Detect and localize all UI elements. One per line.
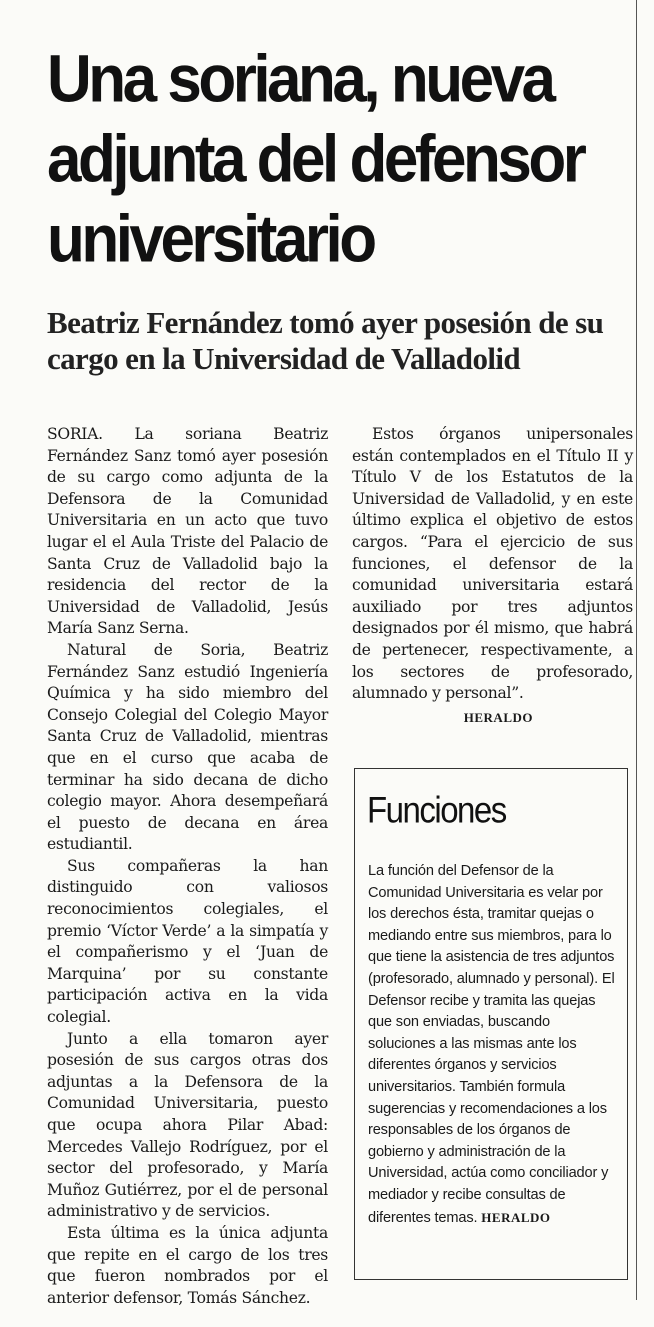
sidebar-signature: HERALDO	[481, 1209, 551, 1225]
article-column-left	[47, 424, 328, 1309]
headline: Una soriana, nueva adjunta del defensor universitario	[47, 42, 584, 277]
article-paragraph-1	[47, 424, 328, 640]
paragraph-1-text: La soriana Beatriz Fernández Sanz tomó ayer posesión de su cargo como adjunta de la Defensora de la Comunidad Universitaria en un acto que tuvo lugar el el Aula Triste del Palacio de Santa Cruz de Valladolid bajo la residencia del rector de la Universidad de Valladolid, Jesús María Sanz Serna.	[47, 425, 328, 638]
article-paragraph-2: Natural de Soria, Beatriz Fernández Sanz estudió Ingeniería Química y ha sido miembro del Consejo Colegial del Colegio Mayor Santa Cruz de Valladolid, mientras que en el curso que acaba de terminar ha sido decana de dicho colegio mayor. Ahora desempeñará el puesto de decana en área estudiantil.	[47, 640, 328, 854]
dateline: SORIA.	[47, 425, 103, 443]
sidebar-body-text: La función del Defensor de la Comunidad Universitaria es velar por los derechos ésta, tramitar quejas o mediando entre sus miembros, para lo que tiene la asistencia de tres adjuntos (profesorado, alumnado y personal). El Defensor recibe y tramita las quejas que son enviadas, buscando soluciones a las mismas ante los diferentes órganos y servicios universitarios. También formula sugerencias y recomendaciones a los responsables de los órganos de gobierno y administración de la Universidad, actúa como conciliador y mediador y recibe consultas de diferentes temas.	[368, 863, 615, 1226]
article-column-right	[352, 424, 633, 728]
article-paragraph-4: Junto a ella tomaron ayer posesión de sus cargos otras dos adjuntas a la Defensora de la Comunidad Universitaria, puesto que ocupa ahora Pilar Abad: Mercedes Vallejo Rodríguez, por el sector del profesorado, y María Muñoz Gutiérrez, por el de personal administrativo y de servicios.	[47, 1029, 328, 1221]
sidebar-box	[354, 768, 628, 1280]
article-paragraph-3: Sus compañeras la han distinguido con valiosos reconocimientos colegiales, el premio ‘Víctor Verde’ a la simpatía y el compañerismo y el ‘Juan de Marquina’ por su constante participación activa en la vida colegial.	[47, 856, 328, 1027]
article-signature: HERALDO	[463, 709, 533, 725]
sidebar-body	[368, 861, 618, 1229]
sidebar-title: Funciones	[367, 789, 506, 831]
article-paragraph-5: Esta última es la única adjunta que repite en el cargo de los tres que fueron nombrados por el anterior defensor, Tomás Sánchez.	[47, 1223, 328, 1307]
article-paragraph-6: Estos órganos unipersonales están contemplados en el Título II y Título V de los Estatutos de la Universidad de Valladolid, y en este último explica el objetivo de estos cargos. “Para el ejercicio de sus funciones, el defensor de la comunidad universitaria estará auxiliado por tres adjuntos designados por él mismo, que habrá de pertenecer, respectivamente, a los sectores de profesorado, alumnado y personal”.	[352, 425, 633, 703]
subheadline: Beatriz Fernández tomó ayer posesión de su cargo en la Universidad de Valladolid	[47, 305, 604, 376]
